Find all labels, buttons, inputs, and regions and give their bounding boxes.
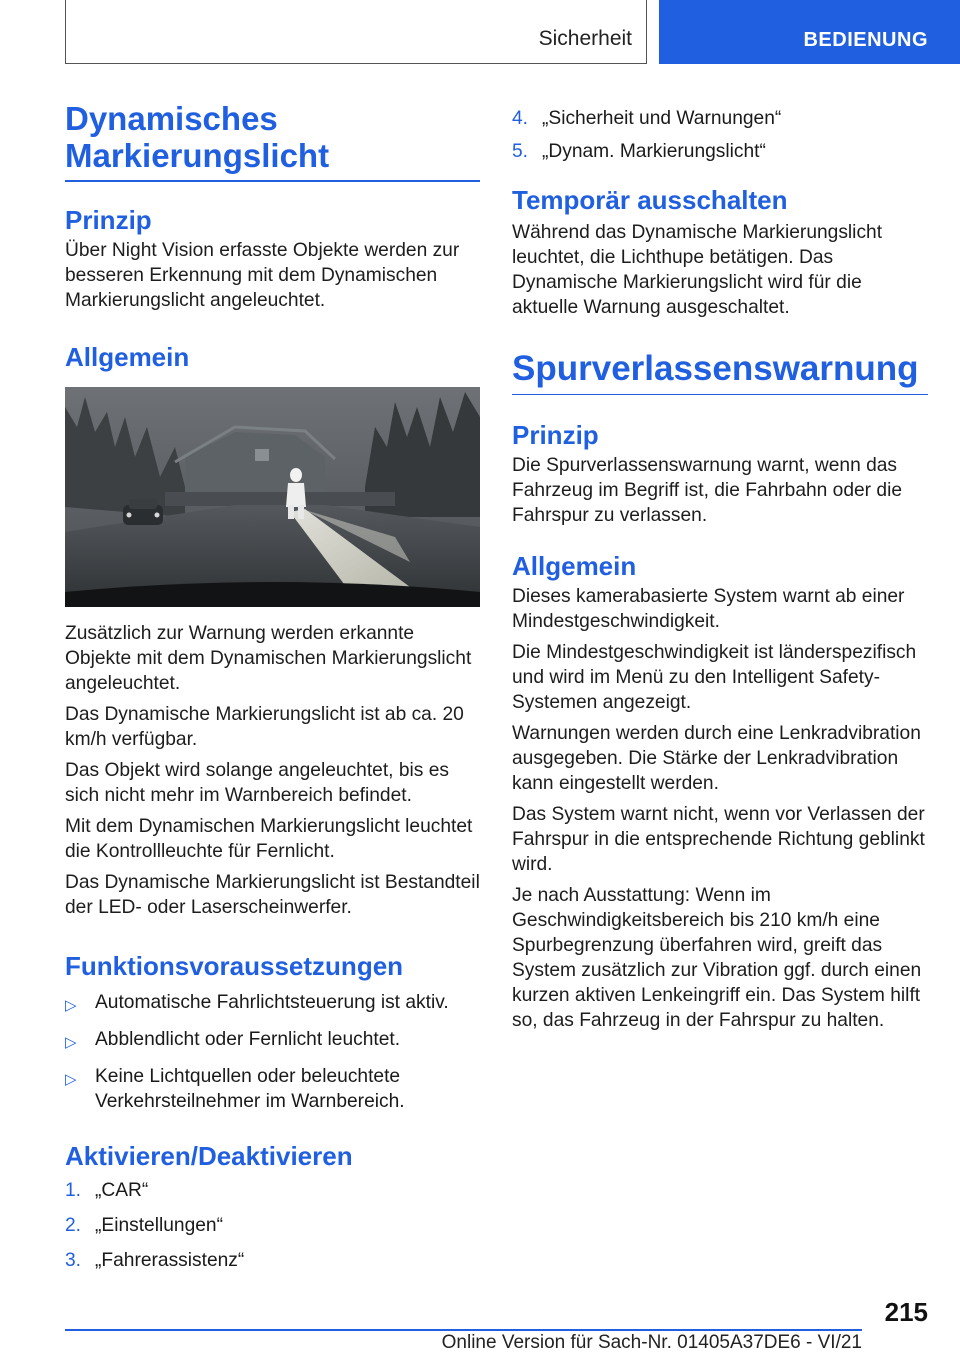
step-number: 5. — [512, 141, 529, 162]
step-number: 3. — [65, 1249, 82, 1271]
paragraph: Das Objekt wird solange angeleuchtet, bis es sich nicht mehr im Warnbereich befindet. — [65, 759, 449, 806]
list-item — [65, 990, 480, 1015]
aktivieren-steps — [65, 1178, 480, 1273]
text-temporaer: Während das Dynamische Markierungslicht leuchtet, die Lichthupe betätigen. Das Dynamische Markierungslicht wird für die aktuelle Warnung ausgeschaltet. — [512, 222, 883, 318]
heading-aktivieren: Aktivieren/Deaktivieren — [65, 1140, 353, 1171]
header-chapter-tab — [659, 0, 960, 64]
page-number: 215 — [884, 1297, 928, 1327]
right-column — [512, 106, 928, 1033]
step-text: „CAR“ — [95, 1179, 149, 1201]
step-text: „Sicherheit und Warnungen“ — [542, 108, 782, 129]
list-item-text: Abblendlicht oder Fernlicht leuchtet. — [95, 1028, 401, 1050]
continued-steps — [512, 106, 928, 164]
paragraph: Mit dem Dynamischen Markierungslicht leuchtet die Kontrollleuchte für Fernlicht. — [65, 815, 473, 862]
header-section-title: Sicherheit — [538, 27, 632, 50]
heading-prinzip: Prinzip — [65, 204, 152, 235]
heading-allgemein: Allgemein — [65, 341, 190, 372]
triangle-bullet-icon: ▷ — [65, 996, 77, 1014]
heading-funktionsvoraussetzungen: Funktionsvoraussetzungen — [65, 950, 404, 981]
step-number: 2. — [65, 1214, 82, 1236]
list-item — [65, 1064, 480, 1114]
header-section-box — [65, 0, 647, 64]
step-item — [512, 106, 928, 131]
step-number: 4. — [512, 108, 529, 129]
paragraph: Das System warnt nicht, wenn vor Verlassen der Fahrspur in die entsprechende Richtung geblinkt wird. — [512, 804, 925, 875]
text-prinzip-spur: Die Spurverlassenswarnung warnt, wenn das Fahrzeug im Begriff ist, die Fahrbahn oder die Fahrspur zu verlassen. — [512, 455, 902, 526]
step-item — [65, 1178, 480, 1203]
list-item-text: Automatische Fahrlichtsteuerung ist aktiv. — [95, 991, 449, 1013]
funktion-list — [65, 990, 480, 1114]
triangle-bullet-icon: ▷ — [65, 1070, 77, 1088]
paragraph: Warnungen werden durch eine Lenkradvibration ausgegeben. Die Stärke der Lenkradvibration kann eingestellt werden. — [512, 723, 921, 794]
heading-temporaer-ausschalten: Temporär ausschalten — [512, 185, 788, 215]
allgemein-paragraphs — [65, 621, 480, 920]
night-vision-photo — [65, 387, 480, 607]
list-item — [65, 1027, 480, 1052]
step-item — [512, 139, 928, 164]
paragraph: Zusätzlich zur Warnung werden erkannte Objekte mit dem Dynamischen Markierungslicht angeleuchtet. — [65, 622, 472, 694]
heading-allgemein-spur: Allgemein — [512, 551, 637, 581]
step-number: 1. — [65, 1179, 82, 1201]
step-text: „Fahrerassistenz“ — [95, 1249, 245, 1271]
allgemein-spur-paragraphs — [512, 584, 928, 1033]
header-chapter-label: BEDIENUNG — [803, 29, 928, 51]
text-prinzip: Über Night Vision erfasste Objekte werden zur besseren Erkennung mit dem Dynamischen Markierungslicht angeleuchtet. — [65, 239, 460, 311]
paragraph: Die Mindestgeschwindigkeit ist länderspezifisch und wird im Menü zu den Intelligent Safety-Systemen angezeigt. — [512, 642, 917, 713]
footer-version-text: Online Version für Sach-Nr. 01405A37DE6 - VI/21 — [441, 1332, 862, 1353]
triangle-bullet-icon: ▷ — [65, 1033, 77, 1051]
paragraph: Das Dynamische Markierungslicht ist Bestandteil der LED- oder Laserscheinwerfer. — [65, 871, 480, 918]
paragraph: Dieses kamerabasierte System warnt ab einer Mindestgeschwindigkeit. — [512, 586, 905, 632]
step-item — [65, 1213, 480, 1238]
paragraph: Je nach Ausstattung: Wenn im Geschwindigkeitsbereich bis 210 km/h eine Spurbegrenzung überfahren wird, greift das System zusätzlich zur Vibration ggf. durch einen kurzen aktiven Lenkeingriff ein. Das System hilft so, das Fahrzeug in der Fahrspur zu halten. — [512, 885, 922, 1031]
chapter-title-spurverlassenswarnung: Spurverlassenswarnung — [512, 348, 928, 395]
heading-prinzip-spur: Prinzip — [512, 420, 599, 450]
step-text: „Einstellungen“ — [95, 1214, 223, 1236]
list-item-text: Keine Lichtquellen oder beleuchtete Verkehrsteilnehmer im Warnbereich. — [95, 1065, 405, 1112]
left-column — [65, 100, 480, 1273]
paragraph: Das Dynamische Markierungslicht ist ab ca. 20 km/h verfügbar. — [65, 703, 464, 750]
chapter-title-markierungslicht: Dynamisches Markierungslicht — [65, 100, 330, 174]
step-item — [65, 1248, 480, 1273]
footer-rule — [65, 1329, 862, 1331]
step-text: „Dynam. Markierungslicht“ — [542, 141, 766, 162]
chapter-rule — [65, 180, 480, 182]
